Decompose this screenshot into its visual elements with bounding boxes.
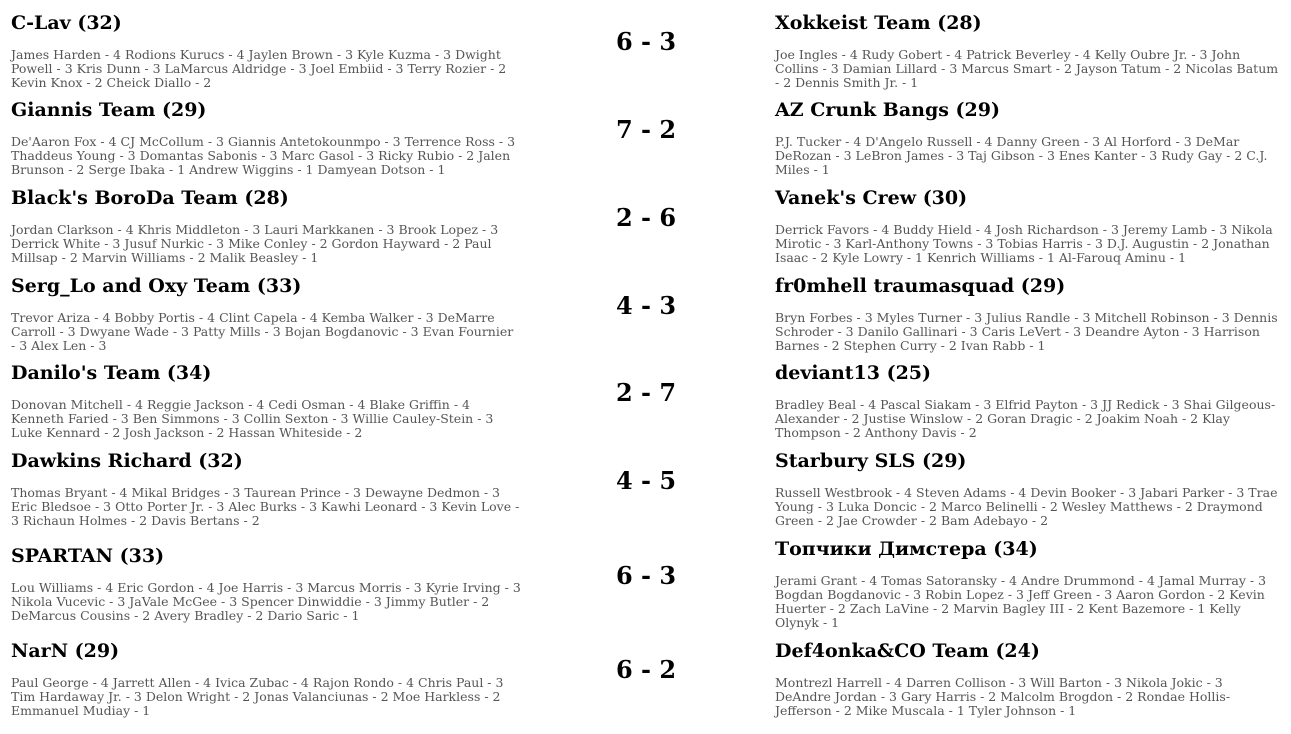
team-roster: Paul George - 4 Jarrett Allen - 4 Ivica Zubac - 4 Rajon Rondo - 4 Chris Paul - 3 Tim Hardaway Jr. - 3 Delon Wright - 2 Jonas Valanciunas - 2 Moe Harkless - 2 Emmanuel Mudiay - 1: [11, 675, 504, 718]
home-team: [11, 362, 521, 440]
team-name: Def4onka&CO Team (24): [775, 640, 1040, 662]
team-name: Топчики Димстера (34): [775, 538, 1038, 560]
away-team: [775, 450, 1280, 528]
team-roster: De'Aaron Fox - 4 CJ McCollum - 3 Giannis Antetokounmpo - 3 Terrence Ross - 3 Thaddeus Young - 3 Domantas Sabonis - 3 Marc Gasol - 3 Ricky Rubio - 2 Jalen Brunson - 2 Serge Ibaka - 1 Andrew Wiggins - 1 Damyean Dotson - 1: [11, 134, 516, 177]
match-score: 2 - 7: [615, 378, 677, 407]
team-name: Black's BoroDa Team (28): [11, 187, 289, 209]
match-score: 7 - 2: [615, 115, 677, 144]
team-name: NarN (29): [11, 640, 120, 662]
team-roster: Russell Westbrook - 4 Steven Adams - 4 Devin Booker - 3 Jabari Parker - 3 Trae Young - 3 Luka Doncic - 2 Marco Belinelli - 2 Wesley Matthews - 2 Draymond Green - 2 Jae Crowder - 2 Bam Adebayo - 2: [775, 485, 1278, 528]
team-name: C-Lav (32): [11, 12, 122, 34]
home-team: [11, 640, 521, 718]
team-roster: Montrezl Harrell - 4 Darren Collison - 3 Will Barton - 3 Nikola Jokic - 3 DeAndre Jordan - 3 Gary Harris - 2 Malcolm Brogdon - 2 Rondae Hollis-Jefferson - 2 Mike Muscala - 1 Tyler Johnson - 1: [775, 675, 1231, 718]
team-roster: Derrick Favors - 4 Buddy Hield - 4 Josh Richardson - 3 Jeremy Lamb - 3 Nikola Mirotic - 3 Karl-Anthony Towns - 3 Tobias Harris - 3 D.J. Augustin - 2 Jonathan Isaac - 2 Kyle Lowry - 1 Kenrich Williams - 1 Al-Farouq Aminu - 1: [775, 222, 1273, 265]
away-team: [775, 275, 1280, 353]
team-roster: James Harden - 4 Rodions Kurucs - 4 Jaylen Brown - 3 Kyle Kuzma - 3 Dwight Powell - 3 Kris Dunn - 3 LaMarcus Aldridge - 3 Joel Embiid - 3 Terry Rozier - 2 Kevin Knox - 2 Cheick Diallo - 2: [11, 47, 507, 90]
team-roster: Donovan Mitchell - 4 Reggie Jackson - 4 Cedi Osman - 4 Blake Griffin - 4 Kenneth Faried - 3 Ben Simmons - 3 Collin Sexton - 3 Willie Cauley-Stein - 3 Luke Kennard - 2 Josh Jackson - 2 Hassan Whiteside - 2: [11, 397, 494, 440]
team-name: Vanek's Crew (30): [775, 187, 968, 209]
team-name: Xokkeist Team (28): [775, 12, 982, 34]
team-name: deviant13 (25): [775, 362, 932, 384]
away-team: [775, 538, 1280, 630]
team-roster: Lou Williams - 4 Eric Gordon - 4 Joe Harris - 3 Marcus Morris - 3 Kyrie Irving - 3 Nikola Vucevic - 3 JaVale McGee - 3 Spencer Dinwiddie - 3 Jimmy Butler - 2 DeMarcus Cousins - 2 Avery Bradley - 2 Dario Saric - 1: [11, 580, 521, 623]
team-name: Dawkins Richard (32): [11, 450, 243, 472]
match-score: 6 - 3: [615, 561, 677, 590]
team-name: SPARTAN (33): [11, 545, 165, 567]
team-name: AZ Crunk Bangs (29): [775, 99, 1000, 121]
team-roster: Bryn Forbes - 3 Myles Turner - 3 Julius Randle - 3 Mitchell Robinson - 3 Dennis Schroder - 3 Danilo Gallinari - 3 Caris LeVert - 3 Deandre Ayton - 3 Harrison Barnes - 2 Stephen Curry - 2 Ivan Rabb - 1: [775, 310, 1278, 353]
home-team: [11, 275, 521, 353]
home-team: [11, 187, 521, 265]
match-score: 2 - 6: [615, 203, 677, 232]
match-score: 4 - 3: [615, 291, 677, 320]
team-name: Serg_Lo and Oxy Team (33): [11, 275, 302, 297]
team-name: Giannis Team (29): [11, 99, 207, 121]
away-team: [775, 12, 1280, 90]
away-team: [775, 99, 1280, 177]
home-team: [11, 12, 521, 90]
away-team: [775, 187, 1280, 265]
team-roster: Jordan Clarkson - 4 Khris Middleton - 3 Lauri Markkanen - 3 Brook Lopez - 3 Derrick White - 3 Jusuf Nurkic - 3 Mike Conley - 2 Gordon Hayward - 2 Paul Millsap - 2 Marvin Williams - 2 Malik Beasley - 1: [11, 222, 499, 265]
team-roster: Jerami Grant - 4 Tomas Satoransky - 4 Andre Drummond - 4 Jamal Murray - 3 Bogdan Bogdanovic - 3 Robin Lopez - 3 Jeff Green - 3 Aaron Gordon - 2 Kevin Huerter - 2 Zach LaVine - 2 Marvin Bagley III - 2 Kent Bazemore - 1 Kelly Olynyk - 1: [775, 573, 1267, 630]
team-roster: P.J. Tucker - 4 D'Angelo Russell - 4 Danny Green - 3 Al Horford - 3 DeMar DeRozan - 3 LeBron James - 3 Taj Gibson - 3 Enes Kanter - 3 Rudy Gay - 2 C.J. Miles - 1: [775, 134, 1268, 177]
match-score: 6 - 2: [615, 655, 677, 684]
match-score: 4 - 5: [615, 466, 677, 495]
home-team: [11, 99, 521, 177]
home-team: [11, 450, 521, 528]
team-roster: Joe Ingles - 4 Rudy Gobert - 4 Patrick Beverley - 4 Kelly Oubre Jr. - 3 John Collins - 3 Damian Lillard - 3 Marcus Smart - 2 Jayson Tatum - 2 Nicolas Batum - 2 Dennis Smith Jr. - 1: [775, 47, 1279, 90]
away-team: [775, 362, 1280, 440]
team-name: Danilo's Team (34): [11, 362, 212, 384]
team-name: Starbury SLS (29): [775, 450, 967, 472]
team-name: fr0mhell traumasquad (29): [775, 275, 1066, 297]
away-team: [775, 640, 1280, 718]
team-roster: Trevor Ariza - 4 Bobby Portis - 4 Clint Capela - 4 Kemba Walker - 3 DeMarre Carroll - 3 Dwyane Wade - 3 Patty Mills - 3 Bojan Bogdanovic - 3 Evan Fournier - 3 Alex Len - 3: [11, 310, 514, 353]
team-roster: Bradley Beal - 4 Pascal Siakam - 3 Elfrid Payton - 3 JJ Redick - 3 Shai Gilgeous-Alexander - 2 Justise Winslow - 2 Goran Dragic - 2 Joakim Noah - 2 Klay Thompson - 2 Anthony Davis - 2: [775, 397, 1276, 440]
home-team: [11, 545, 521, 623]
team-roster: Thomas Bryant - 4 Mikal Bridges - 3 Taurean Prince - 3 Dewayne Dedmon - 3 Eric Bledsoe - 3 Otto Porter Jr. - 3 Alec Burks - 3 Kawhi Leonard - 3 Kevin Love - 3 Richaun Holmes - 2 Davis Bertans - 2: [11, 485, 520, 528]
match-score: 6 - 3: [615, 27, 677, 56]
